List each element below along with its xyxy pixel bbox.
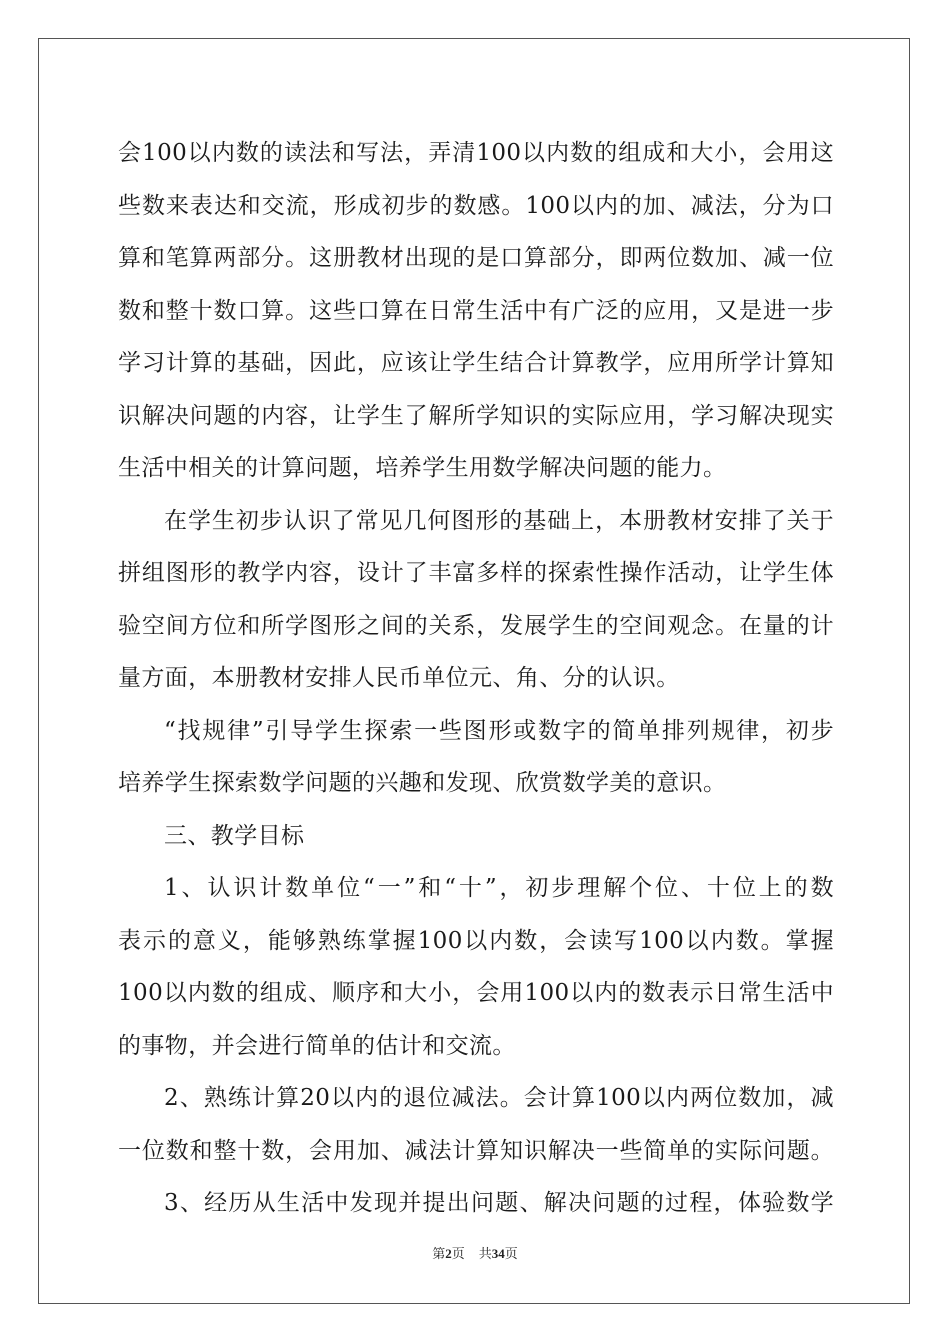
- page-prefix: 第: [432, 1247, 446, 1262]
- text-line: 验空间方位和所学图形之间的关系，发展学生的空间观念。在量的计: [118, 612, 834, 639]
- text-line: 表示的意义，能够熟练掌握100以内数，会读写100以内数。掌握: [118, 927, 834, 954]
- text-line: 生活中相关的计算问题，培养学生用数学解决问题的能力。: [118, 455, 727, 481]
- page-number: 2: [445, 1246, 452, 1261]
- total-suffix: 页: [504, 1247, 518, 1262]
- text-line: 些数来表达和交流，形成初步的数感。100以内的加、减法，分为口: [118, 192, 834, 219]
- text-line: 拼组图形的教学内容，设计了丰富多样的探索性操作活动，让学生体: [118, 560, 834, 586]
- paragraph-first-line: 在学生初步认识了常见几何图形的基础上，本册教材安排了关于: [164, 507, 834, 534]
- text-line: 100以内数的组成、顺序和大小，会用100以内的数表示日常生活中: [118, 980, 834, 1006]
- text-line: 算和笔算两部分。这册教材出现的是口算部分，即两位数加、减一位: [118, 245, 834, 271]
- page-suffix: 页: [451, 1247, 465, 1262]
- page-footer: [0, 1244, 950, 1265]
- text-line: 一位数和整十数，会用加、减法计算知识解决一些简单的实际问题。: [118, 1137, 834, 1164]
- text-line: 会100以内数的读法和写法，弄清100以内数的组成和大小，会用这: [118, 140, 834, 166]
- text-line: 识解决问题的内容，让学生了解所学知识的实际应用，学习解决现实: [118, 402, 834, 429]
- section-heading: 三、教学目标: [164, 822, 305, 849]
- text-line: 数和整十数口算。这些口算在日常生活中有广泛的应用，又是进一步: [118, 297, 834, 324]
- total-prefix: 共: [478, 1247, 492, 1262]
- text-line: 培养学生探索数学问题的兴趣和发现、欣赏数学美的意识。: [118, 770, 727, 796]
- paragraph-first-line: 1、认识计数单位“一”和“十”，初步理解个位、十位上的数: [164, 875, 834, 901]
- text-line: 量方面，本册教材安排人民币单位元、角、分的认识。: [118, 665, 680, 691]
- paragraph-first-line: 3、经历从生活中发现并提出问题、解决问题的过程，体验数学: [164, 1190, 834, 1216]
- text-line: 的事物，并会进行简单的估计和交流。: [118, 1032, 516, 1059]
- document-body: [118, 127, 834, 1230]
- text-line: 学习计算的基础，因此，应该让学生结合计算教学，应用所学计算知: [118, 350, 834, 376]
- paragraph-first-line: “找规律”引导学生探索一些图形或数字的简单排列规律，初步: [164, 717, 834, 744]
- paragraph-first-line: 2、熟练计算20以内的退位减法。会计算100以内两位数加，减: [164, 1085, 834, 1111]
- total-pages: 34: [491, 1246, 505, 1261]
